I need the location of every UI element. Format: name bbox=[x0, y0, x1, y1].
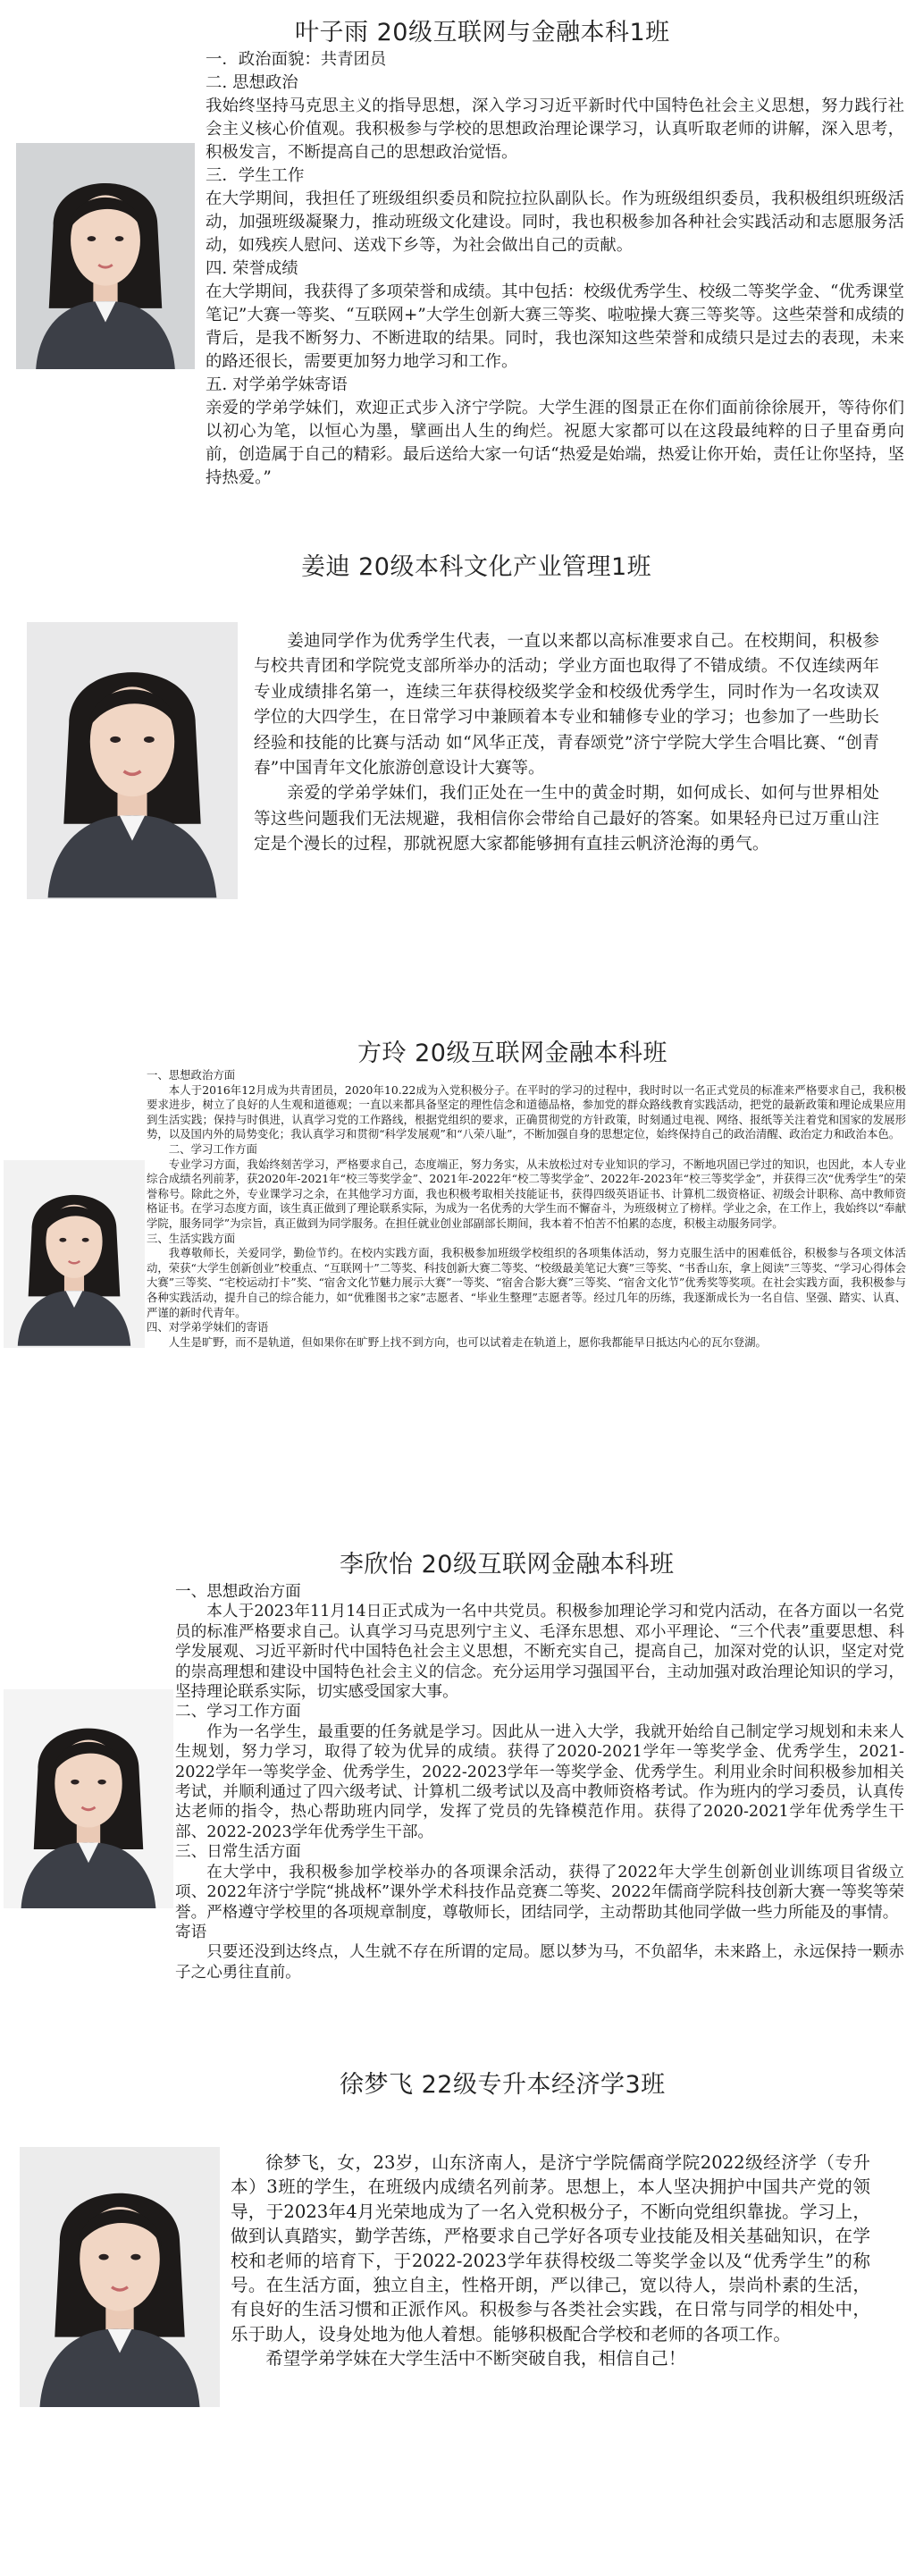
profile-paragraph: 专业学习方面，我始终刻苦学习，严格要求自己，态度端正，努力务实，从未放松过对专业知识的学习，不断地巩固已学过的知识，也因此，本人专业综合成绩名列前茅，获2020年-2021年“校三等奖学金”、2021年-2022年“校二等奖学金”、2022年-2023年“校三等奖学金”，并获得三次“优秀学生”的荣誉称号。除此之外，专业课学习之余，在其他学习方面，我也积极考取相关技能证书，获得四级英语证书、计算机二级资格证、初级会计职称、高中教师资格证书。在学习态度方面，该生真正做到了理论联系实际，为成为一名优秀的大学生而不懈奋斗，为班级树立了榜样。学业之余，在工作上，我始终以“奉献学院，服务同学”为宗旨，真正做到为同学服务。在担任就业创业部副部长期间，我本着不怕苦不怕累的态度，积极主动服务同学。 bbox=[147, 1157, 906, 1230]
profile-paragraph: 二. 思想政治 bbox=[206, 73, 298, 92]
profile-paragraph: 希望学弟学妹在大学生活中不断突破自我，相信自己！ bbox=[265, 2348, 686, 2370]
profile-paragraph: 二、学习工作方面 bbox=[175, 1703, 301, 1722]
profile-text bbox=[254, 629, 879, 858]
profile-paragraph: 本人于2023年11月14日正式成为一名中共党员。积极参加理论学习和党内活动，在各方面以一名党员的标准严格要求自己。认真学习马克思列宁主义、毛泽东思想、邓小平理论、“三个代表”重要思想、科学发展观、习近平新时代中国特色社会主义思想，不断充实自己，提高自己，加深对党的认识，坚定对党的崇高理想和建设中国特色社会主义的信念。充分运用学习强国平台，主动加强对政治理论知识的学习，坚持理论联系实际，切实感受国家大事。 bbox=[175, 1603, 904, 1702]
profile-paragraph: 一、思想政治方面 bbox=[147, 1068, 236, 1082]
profile-card bbox=[0, 2058, 915, 2576]
profile-paragraph: 一．政治面貌：共青团员 bbox=[206, 50, 387, 69]
profile-paragraph: 二、学习工作方面 bbox=[168, 1141, 257, 1156]
profile-paragraph: 亲爱的学弟学妹们，我们正处在一生中的黄金时期，如何成长、如何与世界相处等这些问题我们无法规避，我相信你会带给自己最好的答案。如果轻舟已过万重山注定是个漫长的过程，那就祝愿大家都能够拥有直挂云帆济沧海的勇气。 bbox=[254, 784, 879, 854]
portrait-image-icon bbox=[16, 143, 195, 369]
student-photo bbox=[4, 1160, 145, 1348]
profile-paragraph: 三、生活实践方面 bbox=[147, 1231, 236, 1245]
profile-paragraph: 在大学期间，我获得了多项荣誉和成绩。其中包括：校级优秀学生、校级二等奖学金、“优秀课堂笔记”大赛一等奖、“互联网+”大学生创新大赛三等奖、啦啦操大赛三等奖等。这些荣誉和成绩的背后，是我不断努力、不断进取的结果。同时，我也深知这些荣誉和成绩只是过去的表现，未来的路还很长，需要更加努力地学习和工作。 bbox=[206, 282, 904, 371]
profile-paragraph: 在大学中，我积极参加学校举办的各项课余活动，获得了2022年大学生创新创业训练项目省级立项、2022年济宁学院“挑战杯”课外学术科技作品竞赛二等奖、2022年儒商学院科技创新大赛一等奖等荣誉。严格遵守学校里的各项规章制度，尊敬师长，团结同学，主动帮助其他同学做一些力所能及的事情。 bbox=[175, 1863, 904, 1922]
student-name-title: 徐梦飞 22级专升本经济学3班 bbox=[340, 2071, 666, 2099]
student-photo bbox=[4, 1689, 173, 1908]
profile-paragraph: 寄语 bbox=[175, 1923, 207, 1941]
profile-paragraph: 亲爱的学弟学妹们，欢迎正式步入济宁学院。大学生涯的图景正在你们面前徐徐展开，等待你们以初心为笔，以恒心为墨，擘画出人生的绚烂。祝愿大家都可以在这段最纯粹的日子里奋勇向前，创造属于自己的精彩。最后送给大家一句话“热爱是始端，热爱让你开始，责任让你坚持，坚持热爱。” bbox=[206, 399, 904, 487]
portrait-image-icon bbox=[27, 622, 238, 899]
portrait-image-icon bbox=[4, 1689, 173, 1908]
student-name-title: 姜迪 20级本科文化产业管理1班 bbox=[301, 553, 652, 581]
profile-paragraph: 四、对学弟学妹们的寄语 bbox=[147, 1320, 269, 1334]
profile-text bbox=[231, 2151, 870, 2371]
profile-paragraph: 在大学期间，我担任了班级组织委员和院拉拉队副队长。作为班级组织委员，我积极组织班级活动，加强班级凝聚力，推动班级文化建设。同时，我也积极参加各种社会实践活动和志愿服务活动，如残疾人慰问、送戏下乡等，为社会做出自己的贡献。 bbox=[206, 189, 904, 255]
profile-text bbox=[147, 1068, 906, 1350]
portrait-image-icon bbox=[4, 1160, 145, 1348]
profile-text bbox=[206, 48, 904, 490]
student-photo bbox=[27, 622, 238, 899]
profile-paragraph: 徐梦飞，女，23岁，山东济南人，是济宁学院儒商学院2022级经济学（专升本）3班的学生，在班级内成绩名列前茅。思想上，本人坚决拥护中国共产党的领导，于2023年4月光荣地成为了一名入党积极分子，不断向党组织靠拢。学习上，做到认真踏实，勤学苦练，严格要求自己学好各项专业技能及相关基础知识，在学校和老师的培育下，于2022-2023学年获得校级二等奖学金以及“优秀学生”的称号。在生活方面，独立自主，性格开朗，严以律己，宽以待人，崇尚朴素的生活，有良好的生活习惯和正派作风。积极参与各类社会实践，在日常与同学的相处中，乐于助人，设身处地为他人着想。能够积极配合学校和老师的各项工作。 bbox=[231, 2152, 870, 2344]
profile-paragraph: 本人于2016年12月成为共青团员，2020年10.22成为入党积极分子。在平时的学习的过程中，我时时以一名正式党员的标准来严格要求自己，我积极要求进步，树立了良好的人生观和道德观；一直以来都具备坚定的理性信念和道德品格，参加党的群众路线教育实践活动，把党的最新政策和理论成果应用到生活实践；保持与时俱进，认真学习党的工作路线，根据党组织的要求，正确贯彻党的方针政策，时刻通过电视、网络、报纸等关注着党和国家的发展形势，以及国内外的局势变化；我认真学习和贯彻“科学发展观”和“八荣八耻”，不断加强自身的思想定位，始终保持自己的政治清醒、政治定力和政治本色。 bbox=[147, 1082, 906, 1141]
student-name-title: 叶子雨 20级互联网与金融本科1班 bbox=[295, 19, 670, 46]
student-name-title: 李欣怡 20级互联网金融本科班 bbox=[340, 1551, 675, 1578]
profile-paragraph: 三、日常生活方面 bbox=[175, 1843, 301, 1862]
profile-card bbox=[0, 1539, 915, 2058]
profile-paragraph: 三．学生工作 bbox=[206, 166, 305, 185]
profile-paragraph: 姜迪同学作为优秀学生代表，一直以来都以高标准要求自己。在校期间，积极参与校共青团和学院党支部所举办的活动；学业方面也取得了不错成绩。不仅连续两年专业成绩排名第一，连续三年获得校级奖学金和校级优秀学生，同时作为一名攻读双学位的大四学生，在日常学习中兼顾着本专业和辅修专业的学习；也参加了一些助长经验和技能的比赛与活动 如“风华正茂，青春颂党”济宁学院大学生合唱比赛、“创青春”中国青年文化旅游创意设计大赛等。 bbox=[254, 632, 879, 779]
profile-paragraph: 我尊敬师长，关爱同学，勤俭节约。在校内实践方面，我积极参加班级学校组织的各项集体活动，努力克服生活中的困难低谷，积极参与各项文体活动，荣获“大学生创新创业”校重点、“互联网十”二等奖、科技创新大赛二等奖、“校级最美笔记大赛”三等奖、“书香山东，拿上阅读”三等奖、“学习心得体会大赛”三等奖、“宅校运动打卡”奖、“宿舍文化节魅力展示大赛”一等奖、“宿舍合影大赛”三等奖、“宿舍文化节”优秀奖等奖项。在社会实践方面，我积极参与各种实践活动，提升自己的综合能力，如“优雅图书之家”志愿者、“毕业生整理”志愿者等。经过几年的历练，我逐渐成长为一名自信、坚强、踏实、认真、严谨的新时代青年。 bbox=[147, 1246, 907, 1319]
profile-paragraph: 四. 荣誉成绩 bbox=[206, 259, 298, 278]
student-photo bbox=[20, 2147, 220, 2407]
profile-card bbox=[0, 0, 915, 487]
student-name-title: 方玲 20级互联网金融本科班 bbox=[357, 1040, 667, 1067]
profile-card bbox=[0, 1028, 915, 1528]
student-photo bbox=[16, 143, 195, 369]
profile-paragraph: 五. 对学弟学妹寄语 bbox=[206, 375, 348, 394]
profile-paragraph: 作为一名学生，最重要的任务就是学习。因此从一进入大学，我就开始给自己制定学习规划和未来人生规划，努力学习，取得了较为优异的成绩。获得了2020-2021学年一等奖学金、优秀学生，2021-2022学年一等奖学金、优秀学生，2022-2023学年一等奖学金、优秀学生。利用业余时间积极参加相关考试，并顺利通过了四六级考试、计算机二级考试以及高中教师资格考试。作为班内的学习委员，认真传达老师的指令，热心帮助班内同学，发挥了党员的先锋模范作用。获得了2020-2021学年优秀学生干部、2022-2023学年优秀学生干部。 bbox=[175, 1722, 904, 1841]
profile-paragraph: 人生是旷野，而不是轨道，但如果你在旷野上找不到方向，也可以试着走在轨道上，愿你我都能早日抵达内心的瓦尔登湖。 bbox=[168, 1334, 767, 1349]
profile-card bbox=[0, 536, 915, 930]
profile-paragraph: 只要还没到达终点，人生就不存在所谓的定局。愿以梦为马，不负韶华，未来路上，永远保持一颗赤子之心勇往直前。 bbox=[175, 1943, 904, 1982]
profile-text bbox=[175, 1582, 904, 1983]
portrait-image-icon bbox=[20, 2147, 220, 2407]
profile-paragraph: 我始终坚持马克思主义的指导思想，深入学习习近平新时代中国特色社会主义思想，努力践行社会主义核心价值观。我积极参与学校的思想政治理论课学习，认真听取老师的讲解，深入思考，积极发言，不断提高自己的思想政治觉悟。 bbox=[206, 97, 904, 162]
profile-paragraph: 一、思想政治方面 bbox=[175, 1583, 301, 1601]
